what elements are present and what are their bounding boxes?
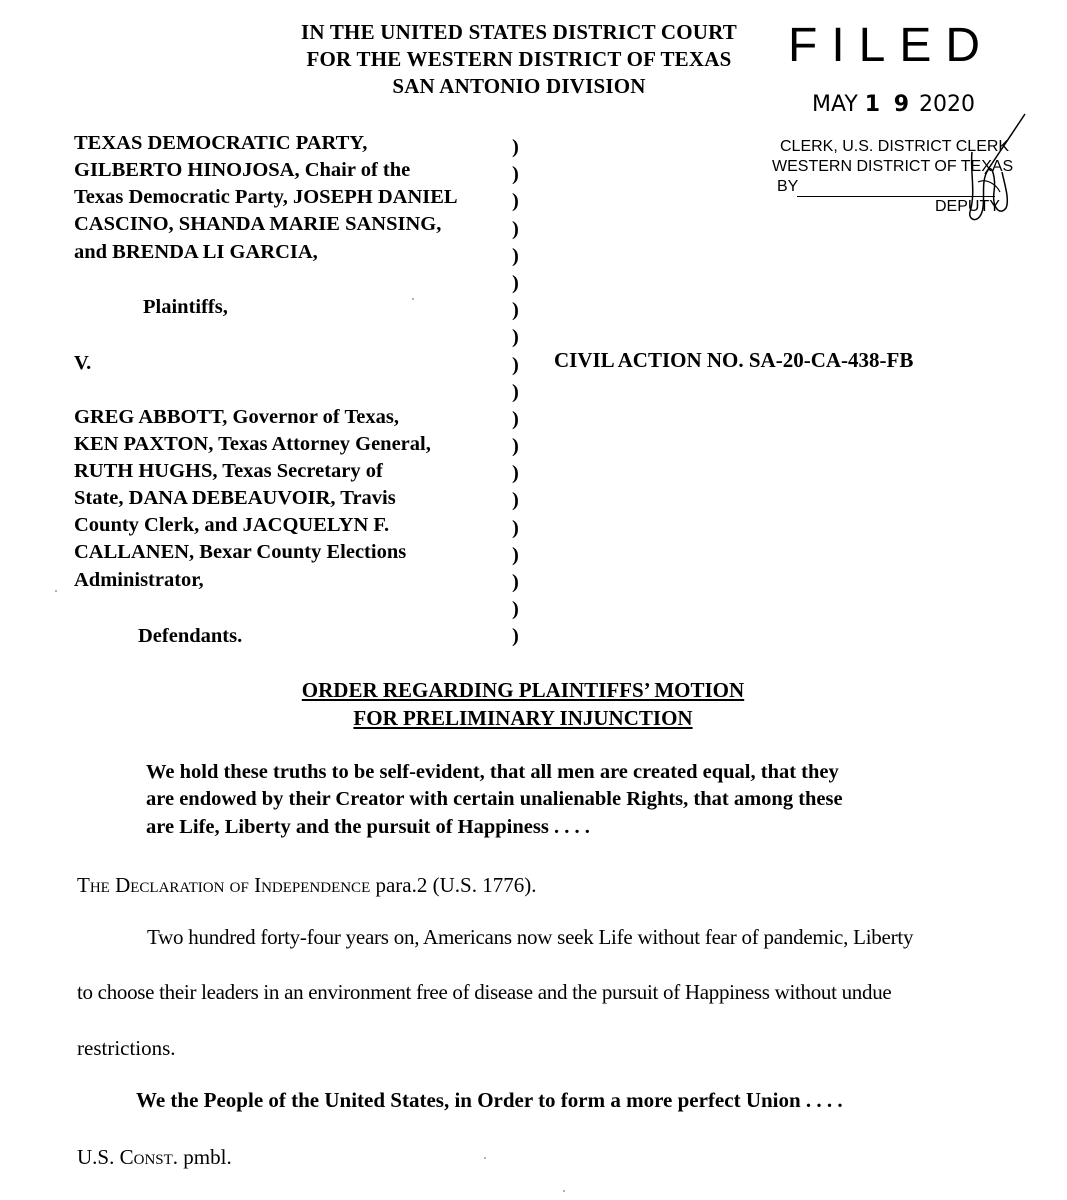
clerk-line-2: WESTERN DISTRICT OF TEXAS (772, 158, 1014, 175)
filed-stamp-word: FILED (788, 19, 995, 72)
scan-speck (55, 590, 57, 592)
declaration-quote-line-3: are Life, Liberty and the pursuit of Happiness . . . . (146, 816, 590, 838)
caption-paren: ) (512, 271, 519, 294)
declaration-citation-rest: para.2 (U.S. 1776). (370, 873, 537, 897)
versus-label: V. (74, 352, 92, 374)
filed-date-year: 2020 (919, 92, 976, 117)
court-header-line-2: FOR THE WESTERN DISTRICT OF TEXAS (306, 47, 732, 71)
defendants-label: Defendants. (138, 625, 243, 647)
caption-paren: ) (512, 244, 519, 267)
defendant-line-6: CALLANEN, Bexar County Elections (74, 541, 407, 563)
caption-paren: ) (512, 543, 519, 566)
constitution-citation-rest: . pmbl. (172, 1145, 232, 1169)
caption-paren: ) (512, 353, 519, 376)
declaration-quote-line-2: are endowed by their Creator with certain unalienable Rights, that among these (146, 788, 843, 810)
caption-paren: ) (512, 190, 519, 213)
filed-date-day: 1 9 (864, 92, 913, 117)
plaintiff-line-1: TEXAS DEMOCRATIC PARTY, (74, 132, 368, 154)
constitution-citation-abbr: Const (119, 1145, 173, 1169)
plaintiffs-label: Plaintiffs, (143, 296, 228, 318)
caption-paren: ) (512, 217, 519, 240)
scan-speck (484, 1157, 486, 1159)
civil-action-number: CIVIL ACTION NO. SA-20-CA-438-FB (554, 348, 914, 372)
paragraph-line-2: to choose their leaders in an environment free of disease and the pursuit of Happiness without undue (77, 980, 892, 1004)
defendant-line-7: Administrator, (74, 569, 204, 591)
constitution-citation (77, 1145, 232, 1170)
defendant-line-2: KEN PAXTON, Texas Attorney General, (74, 433, 431, 455)
caption-paren: ) (512, 435, 519, 458)
caption-paren: ) (512, 571, 519, 593)
plaintiff-line-3: Texas Democratic Party, JOSEPH DANIEL (74, 186, 458, 208)
plaintiff-line-2: GILBERTO HINOJOSA, Chair of the (74, 159, 411, 181)
plaintiff-line-4: CASCINO, SHANDA MARIE SANSING, (74, 213, 442, 235)
order-title-line-2: FOR PRELIMINARY INJUNCTION (353, 706, 693, 730)
constitution-citation-prefix: U.S. (77, 1145, 120, 1169)
caption-paren: ) (512, 407, 519, 430)
order-title-line-1: ORDER REGARDING PLAINTIFFS’ MOTION (301, 678, 745, 702)
caption-paren: ) (512, 380, 519, 403)
defendant-line-3: RUTH HUGHS, Texas Secretary of (74, 460, 383, 482)
defendant-line-4: State, DANA DEBEAUVOIR, Travis (74, 487, 396, 509)
scan-speck (412, 298, 414, 300)
clerk-by-label: BY (777, 178, 799, 195)
caption-paren: ) (512, 326, 519, 349)
caption-paren: ) (512, 136, 519, 158)
caption-paren: ) (512, 489, 519, 512)
defendant-line-5: County Clerk, and JACQUELYN F. (74, 514, 390, 536)
scan-speck (563, 1190, 565, 1192)
caption-paren: ) (512, 625, 519, 648)
filed-date-month: MAY (812, 92, 858, 117)
court-header-line-3: SAN ANTONIO DIVISION (392, 74, 646, 98)
caption-paren-column (512, 134, 526, 651)
paragraph-line-1: Two hundred forty-four years on, Americans now seek Life without fear of pandemic, Liberty (147, 925, 914, 949)
clerk-deputy-label: DEPUTY (935, 198, 1000, 215)
caption-paren: ) (512, 516, 519, 539)
caption-paren: ) (512, 462, 519, 485)
declaration-citation (77, 873, 536, 898)
constitution-quote: We the People of the United States, in Order to form a more perfect Union . . . . (136, 1088, 843, 1112)
caption-paren: ) (512, 299, 519, 322)
paragraph-line-3: restrictions. (77, 1036, 176, 1060)
declaration-quote-line-1: We hold these truths to be self-evident, that all men are created equal, that they (146, 761, 839, 783)
declaration-citation-title: The Declaration of Independence (77, 873, 371, 897)
defendant-line-1: GREG ABBOTT, Governor of Texas, (74, 406, 400, 428)
deputy-signature-mark (930, 112, 1030, 227)
caption-paren: ) (512, 163, 519, 186)
plaintiff-line-5: and BRENDA LI GARCIA, (74, 241, 318, 263)
caption-paren: ) (512, 598, 519, 621)
clerk-line-1: CLERK, U.S. DISTRICT CLERK (780, 138, 1010, 155)
court-header-line-1: IN THE UNITED STATES DISTRICT COURT (301, 20, 737, 44)
